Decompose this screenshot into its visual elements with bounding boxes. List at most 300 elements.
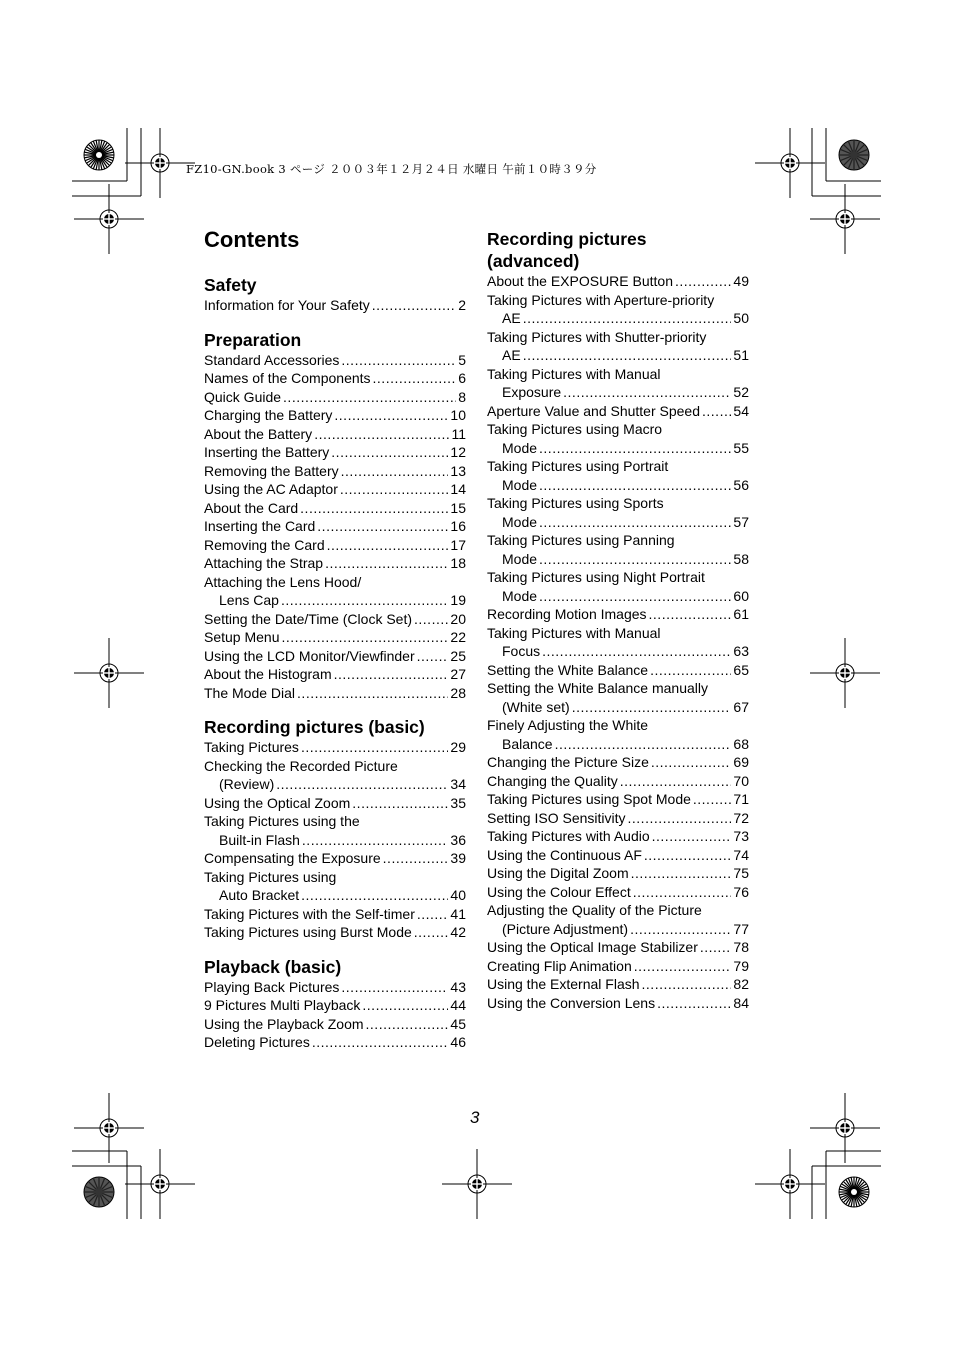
toc-entry[interactable] <box>487 994 749 1013</box>
toc-entry-row <box>204 296 466 315</box>
toc-entry-row <box>204 517 466 536</box>
toc-entry[interactable] <box>204 849 466 868</box>
toc-entry-page: 46 <box>450 1034 466 1050</box>
toc-entry[interactable] <box>204 296 466 315</box>
dot-leader <box>341 351 456 370</box>
toc-entry-title: (White set) <box>502 698 570 715</box>
toc-entry[interactable] <box>204 738 466 757</box>
dot-leader <box>414 610 448 629</box>
toc-entry[interactable] <box>204 996 466 1015</box>
toc-entry-title: Attaching the Strap <box>204 555 324 571</box>
toc-entry[interactable] <box>487 753 749 772</box>
toc-entry-title: Removing the Card <box>204 536 325 553</box>
toc-right-column <box>487 228 749 1012</box>
toc-entry-title: Changing the Picture Size <box>487 754 649 770</box>
dot-leader <box>523 346 732 365</box>
dot-leader <box>523 309 732 328</box>
toc-entry[interactable] <box>487 568 749 605</box>
toc-entry-title-line1: Taking Pictures using Sports <box>487 495 664 511</box>
toc-entry-page: 71 <box>733 791 749 807</box>
page-number: 3 <box>470 1108 480 1127</box>
toc-entry-page: 42 <box>450 924 466 940</box>
toc-entry-title: Aperture Value and Shutter Speed <box>487 402 701 419</box>
toc-entry-title: Playing Back Pictures <box>204 978 340 995</box>
toc-entry-row <box>487 883 749 902</box>
dot-leader <box>383 849 449 868</box>
dot-leader <box>301 886 448 905</box>
toc-entry-page: 84 <box>733 994 749 1011</box>
toc-entry-title: Information for Your Safety <box>204 297 370 313</box>
dot-leader <box>283 388 456 407</box>
dot-leader <box>572 698 732 717</box>
toc-entry-title: Standard Accessories <box>204 351 340 368</box>
toc-entry-row <box>487 846 749 865</box>
toc-entry-row <box>487 957 749 976</box>
toc-entry[interactable] <box>204 923 466 942</box>
toc-entry-page: 27 <box>450 666 466 682</box>
toc-entry[interactable] <box>487 938 749 957</box>
toc-entry-title-line1: Taking Pictures with Shutter-priority <box>487 328 707 345</box>
toc-entry-row <box>487 550 749 569</box>
toc-entry[interactable] <box>487 679 749 716</box>
toc-entry-title-line1: Taking Pictures using the <box>204 813 360 829</box>
toc-entry-row <box>204 738 466 757</box>
entry-list <box>204 296 466 315</box>
toc-entry-page: 49 <box>733 273 749 289</box>
dot-leader <box>372 296 456 315</box>
toc-entry[interactable] <box>204 628 466 647</box>
toc-entry-page: 44 <box>450 997 466 1013</box>
dot-leader <box>539 513 731 532</box>
dot-leader <box>417 647 449 666</box>
entry-list <box>204 351 466 703</box>
toc-entry[interactable] <box>204 868 466 905</box>
toc-entry-page: 18 <box>450 555 466 571</box>
toc-entry-title-line1: Finely Adjusting the White <box>487 717 649 733</box>
toc-entry[interactable] <box>487 494 749 531</box>
toc-entry-title: Setting the Date/Time (Clock Set) <box>204 610 413 627</box>
toc-entry[interactable] <box>487 605 749 624</box>
toc-entry-row <box>204 665 466 684</box>
toc-entry[interactable] <box>204 351 466 370</box>
toc-entry-title: Names of the Components <box>204 370 371 386</box>
toc-entry-title: (Picture Adjustment) <box>502 920 629 937</box>
toc-entry[interactable] <box>487 716 749 753</box>
toc-entry-title-line1: Taking Pictures using Macro <box>487 421 663 437</box>
dot-leader <box>317 517 448 536</box>
toc-entry-page: 40 <box>450 887 466 903</box>
toc-entry-row <box>204 849 466 868</box>
toc-entry[interactable] <box>204 610 466 629</box>
section-heading: Playback (basic) <box>204 956 342 977</box>
toc-entry-page: 15 <box>450 499 466 516</box>
toc-entry[interactable] <box>487 883 749 902</box>
toc-entry[interactable] <box>204 369 466 388</box>
dot-leader <box>331 443 448 462</box>
toc-entry-title: Setting the White Balance <box>487 661 649 678</box>
toc-entry[interactable] <box>204 573 466 610</box>
toc-entry[interactable] <box>487 291 749 328</box>
toc-entry-page: 54 <box>733 402 749 419</box>
toc-entry[interactable] <box>204 794 466 813</box>
toc-entry-row <box>204 388 466 407</box>
toc-entry-title: Taking Pictures with the Self-timer <box>204 905 415 922</box>
toc-entry-page: 61 <box>733 606 749 622</box>
toc-entry[interactable] <box>204 443 466 462</box>
toc-entry-page: 45 <box>450 1015 466 1032</box>
toc-entry-page: 28 <box>450 684 466 701</box>
toc-entry-title-line1: Taking Pictures with Aperture-priority <box>487 291 715 308</box>
toc-entry-page: 79 <box>733 957 749 974</box>
toc-section-safety <box>204 274 466 315</box>
toc-entry-title: Using the External Flash <box>487 976 640 992</box>
dot-leader <box>340 480 449 499</box>
toc-entry-title: (Review) <box>219 776 275 792</box>
dot-leader <box>281 591 448 610</box>
dot-leader <box>414 923 449 942</box>
toc-entry-row <box>487 809 749 828</box>
toc-entry-title: Setting ISO Sensitivity <box>487 809 626 826</box>
toc-entry-title: Mode <box>502 587 538 604</box>
toc-entry[interactable] <box>204 517 466 536</box>
toc-entry-title: Mode <box>502 439 538 456</box>
toc-entry-page: 58 <box>733 550 749 567</box>
toc-entry[interactable] <box>487 420 749 457</box>
toc-entry-row <box>204 923 466 942</box>
toc-entry[interactable] <box>487 846 749 865</box>
toc-entry-row <box>204 443 466 462</box>
toc-entry-title: Built-in Flash <box>219 831 300 848</box>
toc-entry-title: The Mode Dial <box>204 684 296 701</box>
toc-entry-row <box>487 994 749 1013</box>
toc-entry-page: 43 <box>450 978 466 995</box>
toc-entry-page: 5 <box>458 351 466 368</box>
toc-entry-page: 63 <box>733 643 749 659</box>
toc-entry-row <box>204 647 466 666</box>
toc-entry-page: 76 <box>733 883 749 900</box>
toc-entry-page: 82 <box>733 976 749 992</box>
toc-entry-page: 72 <box>733 809 749 826</box>
toc-entry-row <box>204 591 466 610</box>
toc-entry[interactable] <box>487 457 749 494</box>
toc-entry-row <box>487 772 749 791</box>
toc-entry-row <box>487 753 749 772</box>
toc-entry-row <box>487 975 749 994</box>
toc-entry-title: Balance <box>502 735 553 752</box>
dot-leader <box>301 738 448 757</box>
toc-entry-title: About the EXPOSURE Button <box>487 273 673 289</box>
toc-entry-row <box>487 938 749 957</box>
dot-leader <box>302 831 449 850</box>
toc-entry[interactable] <box>487 809 749 828</box>
dot-leader <box>366 1015 449 1034</box>
toc-entry-page: 39 <box>450 850 466 866</box>
dot-leader <box>634 957 732 976</box>
toc-section-recording-basic <box>204 716 466 942</box>
dot-leader <box>644 846 732 865</box>
toc-entry-row <box>487 513 749 532</box>
toc-entry-row <box>487 698 749 717</box>
toc-entry[interactable] <box>487 661 749 680</box>
toc-entry-row <box>487 309 749 328</box>
toc-entry-page: 52 <box>733 384 749 400</box>
toc-entry-row <box>487 920 749 939</box>
toc-entry-row <box>487 383 749 402</box>
toc-entry[interactable] <box>204 978 466 997</box>
toc-entry-row <box>204 775 466 794</box>
toc-entry[interactable] <box>204 812 466 849</box>
toc-entry-page: 50 <box>733 310 749 326</box>
toc-entry-title: AE <box>502 310 521 326</box>
dot-leader <box>373 369 457 388</box>
toc-entry-page: 35 <box>450 794 466 811</box>
toc-entry-row <box>204 684 466 703</box>
toc-entry-row <box>204 425 466 444</box>
toc-entry-page: 2 <box>458 297 466 313</box>
toc-entry-title: Compensating the Exposure <box>204 850 381 866</box>
toc-entry[interactable] <box>487 790 749 809</box>
dot-leader <box>633 883 732 902</box>
toc-entry-row <box>487 439 749 458</box>
toc-entry-page: 56 <box>733 476 749 493</box>
toc-entry-row <box>204 794 466 813</box>
toc-entry-title: Using the Continuous AF <box>487 846 642 863</box>
dot-leader <box>652 827 732 846</box>
toc-entry-title: Recording Motion Images <box>487 606 647 622</box>
toc-entry-title: Creating Flip Animation <box>487 957 632 974</box>
toc-entry-title-line1: Taking Pictures using Panning <box>487 532 675 548</box>
toc-entry-title: About the Battery <box>204 425 313 442</box>
dot-leader <box>312 1033 449 1052</box>
toc-entry[interactable] <box>204 499 466 518</box>
toc-entry[interactable] <box>487 531 749 568</box>
toc-entry-title-line1: Taking Pictures using Night Portrait <box>487 569 705 585</box>
toc-entry-title: About the Card <box>204 499 299 516</box>
dot-leader <box>327 536 449 555</box>
toc-entry-title-line1: Taking Pictures with Manual <box>487 365 661 382</box>
toc-entry[interactable] <box>204 647 466 666</box>
toc-entry-title-line1: Attaching the Lens Hood/ <box>204 573 362 590</box>
dot-leader <box>334 665 449 684</box>
toc-entry-row <box>204 351 466 370</box>
toc-entry[interactable] <box>204 388 466 407</box>
toc-entry-title: Mode <box>502 476 538 493</box>
toc-entry[interactable] <box>487 901 749 938</box>
toc-entry-title: Using the Conversion Lens <box>487 994 656 1011</box>
dot-leader <box>555 735 732 754</box>
toc-entry[interactable] <box>487 365 749 402</box>
toc-entry[interactable] <box>204 536 466 555</box>
toc-entry-page: 57 <box>733 513 749 530</box>
toc-entry[interactable] <box>204 554 466 573</box>
dot-leader <box>539 550 731 569</box>
toc-entry-title: Focus <box>502 643 541 659</box>
toc-entry-title: Using the Optical Zoom <box>204 794 351 811</box>
toc-entry[interactable] <box>487 328 749 365</box>
toc-entry-title: Inserting the Battery <box>204 444 330 460</box>
toc-entry-title: Using the LCD Monitor/Viewfinder <box>204 647 415 664</box>
toc-entry-page: 19 <box>450 592 466 608</box>
toc-entry[interactable] <box>204 406 466 425</box>
toc-entry-title: Taking Pictures using Burst Mode <box>204 924 412 940</box>
toc-entry-page: 14 <box>450 481 466 497</box>
toc-entry[interactable] <box>204 757 466 794</box>
dot-leader <box>362 996 448 1015</box>
toc-entry-page: 25 <box>450 647 466 664</box>
dot-leader <box>642 975 732 994</box>
toc-entry-row <box>204 628 466 647</box>
dot-leader <box>657 994 731 1013</box>
toc-entry-title: Charging the Battery <box>204 407 333 423</box>
toc-entry-row <box>204 996 466 1015</box>
toc-section-preparation <box>204 329 466 703</box>
toc-entry-title: Mode <box>502 550 538 567</box>
toc-entry-page: 16 <box>450 518 466 534</box>
dot-leader <box>620 772 732 791</box>
dot-leader <box>702 402 731 421</box>
toc-entry-page: 36 <box>450 831 466 848</box>
toc-entry-page: 12 <box>450 444 466 460</box>
toc-entry-title: Using the Digital Zoom <box>487 865 629 881</box>
toc-entry-title: Setup Menu <box>204 629 280 645</box>
toc-entry-title-line1: Adjusting the Quality of the Picture <box>487 902 702 918</box>
toc-entry[interactable] <box>204 684 466 703</box>
toc-entry-row <box>204 978 466 997</box>
entry-list <box>204 738 466 942</box>
toc-entry-row <box>204 1015 466 1034</box>
dot-leader <box>630 920 731 939</box>
toc-entry-title: About the Histogram <box>204 666 332 682</box>
page-title: Contents <box>204 227 300 252</box>
dot-leader <box>651 753 732 772</box>
dot-leader <box>631 864 732 883</box>
toc-entry[interactable] <box>487 624 749 661</box>
print-slug: FZ10-GN.book 3 ページ ２００３年１２月２４日 水曜日 午前１０時３９分 <box>186 162 597 176</box>
toc-section-playback-basic <box>204 956 466 1052</box>
toc-entry[interactable] <box>204 665 466 684</box>
toc-entry-title: Using the Optical Image Stabilizer <box>487 939 698 955</box>
toc-entry-row <box>204 480 466 499</box>
toc-entry-title: Using the Playback Zoom <box>204 1015 364 1032</box>
toc-entry-title-line1: Taking Pictures with Manual <box>487 624 661 641</box>
toc-entry-page: 13 <box>450 462 466 479</box>
section-heading: Recording pictures (basic) <box>204 717 425 737</box>
toc-entry-row <box>204 831 466 850</box>
dot-leader <box>563 383 731 402</box>
dot-leader <box>341 978 448 997</box>
toc-entry-row <box>487 272 749 291</box>
toc-entry-row <box>487 661 749 680</box>
dot-leader <box>341 462 449 481</box>
toc-entry-row <box>204 462 466 481</box>
dot-leader <box>675 272 731 291</box>
toc-entry[interactable] <box>204 1033 466 1052</box>
toc-entry-row <box>204 1033 466 1052</box>
toc-entry[interactable] <box>204 462 466 481</box>
entry-list <box>487 272 749 1012</box>
toc-entry[interactable] <box>204 905 466 924</box>
toc-entry-title-line1: Taking Pictures using Portrait <box>487 458 669 474</box>
section-heading-line1: Recording pictures <box>487 229 647 249</box>
toc-entry-row <box>204 610 466 629</box>
toc-entry-row <box>204 406 466 425</box>
toc-entry-page: 34 <box>450 776 466 792</box>
section-heading: Preparation <box>204 329 302 350</box>
section-heading: Safety <box>204 275 257 295</box>
toc-entry[interactable] <box>487 975 749 994</box>
toc-entry-page: 6 <box>458 370 466 386</box>
toc-entry[interactable] <box>204 480 466 499</box>
dot-leader <box>325 554 448 573</box>
toc-entry[interactable] <box>487 957 749 976</box>
dot-leader <box>300 499 448 518</box>
toc-entry-page: 75 <box>733 865 749 881</box>
dot-leader <box>539 439 731 458</box>
toc-entry[interactable] <box>487 827 749 846</box>
toc-entry-title: Lens Cap <box>219 592 279 608</box>
toc-entry-page: 70 <box>733 772 749 789</box>
dot-leader <box>276 775 448 794</box>
toc-entry-page: 55 <box>733 439 749 456</box>
toc-entry-page: 68 <box>733 735 749 752</box>
toc-entry-row <box>487 827 749 846</box>
toc-entry-title: Taking Pictures <box>204 739 299 755</box>
toc-entry[interactable] <box>487 402 749 421</box>
toc-entry[interactable] <box>487 272 749 291</box>
dot-leader <box>693 790 732 809</box>
toc-entry[interactable] <box>487 864 749 883</box>
toc-left-column <box>204 226 466 1052</box>
toc-entry-row <box>487 587 749 606</box>
toc-entry-page: 65 <box>733 661 749 678</box>
toc-entry-row <box>204 886 466 905</box>
toc-entry-row <box>487 642 749 661</box>
dot-leader <box>334 406 448 425</box>
toc-entry-title: Using the AC Adaptor <box>204 481 338 497</box>
toc-entry-row <box>204 499 466 518</box>
toc-entry-title: Taking Pictures with Audio <box>487 828 650 844</box>
toc-entry[interactable] <box>204 1015 466 1034</box>
dot-leader <box>628 809 732 828</box>
dot-leader <box>649 605 732 624</box>
dot-leader <box>297 684 448 703</box>
toc-entry-row <box>487 605 749 624</box>
toc-entry-page: 29 <box>450 739 466 755</box>
dot-leader <box>650 661 731 680</box>
toc-entry-page: 22 <box>450 629 466 645</box>
toc-entry-title: Taking Pictures using Spot Mode <box>487 791 691 807</box>
toc-entry-row <box>487 402 749 421</box>
toc-entry-row <box>204 554 466 573</box>
dot-leader <box>539 587 731 606</box>
toc-entry-row <box>204 369 466 388</box>
toc-entry-title-line1: Setting the White Balance manually <box>487 680 709 696</box>
toc-entry-title: Using the Colour Effect <box>487 883 631 900</box>
toc-entry-row <box>487 735 749 754</box>
toc-entry-title: Exposure <box>502 384 562 400</box>
dot-leader <box>314 425 449 444</box>
toc-entry[interactable] <box>487 772 749 791</box>
toc-entry-page: 60 <box>733 587 749 604</box>
toc-entry-page: 41 <box>450 905 466 922</box>
toc-entry-row <box>487 476 749 495</box>
dot-leader <box>282 628 449 647</box>
toc-entry[interactable] <box>204 425 466 444</box>
toc-entry-title: Removing the Battery <box>204 462 339 479</box>
toc-entry-page: 17 <box>450 536 466 553</box>
toc-entry-page: 11 <box>451 425 466 442</box>
dot-leader <box>352 794 448 813</box>
